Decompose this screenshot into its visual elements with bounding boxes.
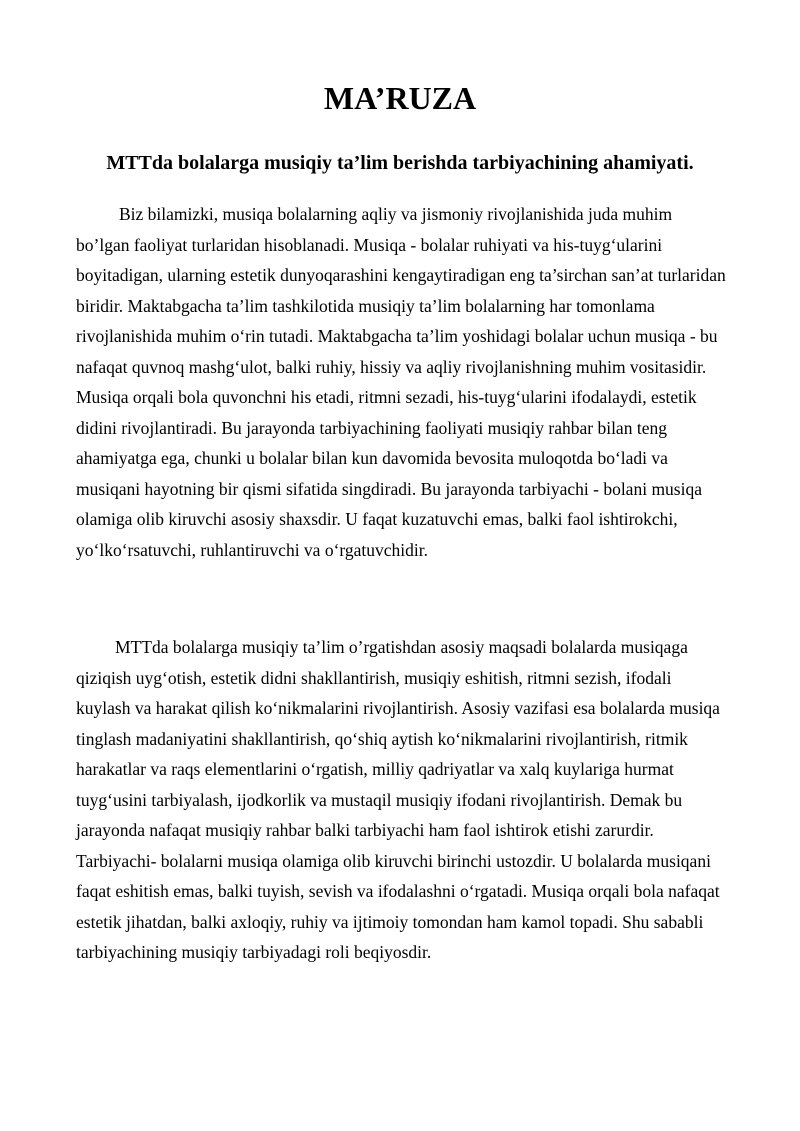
page-title: MA’RUZA	[323, 80, 477, 116]
body-paragraph: Biz bilamizki, musiqa bolalarning aqliy va jismoniy rivojlanishida juda muhim bo’lgan faoliyat turlaridan hisoblanadi. Musiqa - bolalar ruhiyati va his-tuyg‘ularini boyitadigan, ularning estetik dunyoqarashini kengaytiradigan eng ta’sirchan san’at turlaridan biridir. Maktabgacha ta’lim tashkilotida musiqiy ta’lim bolalarning har tomonlama rivojlanishida muhim o‘rin tutadi. Maktabgacha ta’lim yoshidagi bolalar uchun musiqa - bu nafaqat quvnoq mashg‘ulot, balki ruhiy, hissiy va aqliy rivojlanishning muhim vositasidir. Musiqa orqali bola quvonchni his etadi, ritmni sezadi, his-tuyg‘ularini ifodalaydi, estetik didini rivojlantiradi. Bu jarayonda tarbiyachining faoliyati musiqiy rahbar bilan teng ahamiyatga ega, chunki u bolalar bilan kun davomida bevosita muloqotda bo‘ladi va musiqani hayotning bir qismi sifatida singdiradi. Bu jarayonda tarbiyachi - bolani musiqa olamiga olib kiruvchi asosiy shaxsdir. U faqat kuzatuvchi emas, balki faol ishtirokchi, yo‘lko‘rsatuvchi, ruhlantiruvchi va o‘rgatuvchidir.	[76, 204, 726, 560]
body-paragraph: MTTda bolalarga musiqiy ta’lim o’rgatishdan asosiy maqsadi bolalarda musiqaga qiziqish uyg‘otish, estetik didni shakllantirish, musiqiy eshitish, ritmni sezish, ifodali kuylash va harakat qilish ko‘nikmalarini rivojlantirish. Asosiy vazifasi esa bolalarda musiqa tinglash madaniyatini shakllantirish, qo‘shiq aytish ko‘nikmalarini rivojlantirish, ritmik harakatlar va raqs elementlarini o‘rgatish, milliy qadriyatlar va xalq kuylariga hurmat tuyg‘usini tarbiyalash, ijodkorlik va mustaqil musiqiy ifodani rivojlantirish. Demak bu jarayonda nafaqat musiqiy rahbar balki tarbiyachi ham faol ishtirok etishi zarurdir. Tarbiyachi- bolalarni musiqa olamiga olib kiruvchi birinchi ustozdir. U bolalarda musiqani faqat eshitish emas, balki tuyish, sevish va ifodalashni o‘rgatadi. Musiqa orqali bola nafaqat estetik jihatdan, balki axloqiy, ruhiy va ijtimoiy tomondan ham kamol topadi. Shu sababli tarbiyachining musiqiy tarbiyadagi roli beqiyosdir.	[76, 637, 720, 962]
page-subtitle: MTTda bolalarga musiqiy ta’lim berishda tarbiyachining ahamiyati.	[106, 152, 694, 174]
